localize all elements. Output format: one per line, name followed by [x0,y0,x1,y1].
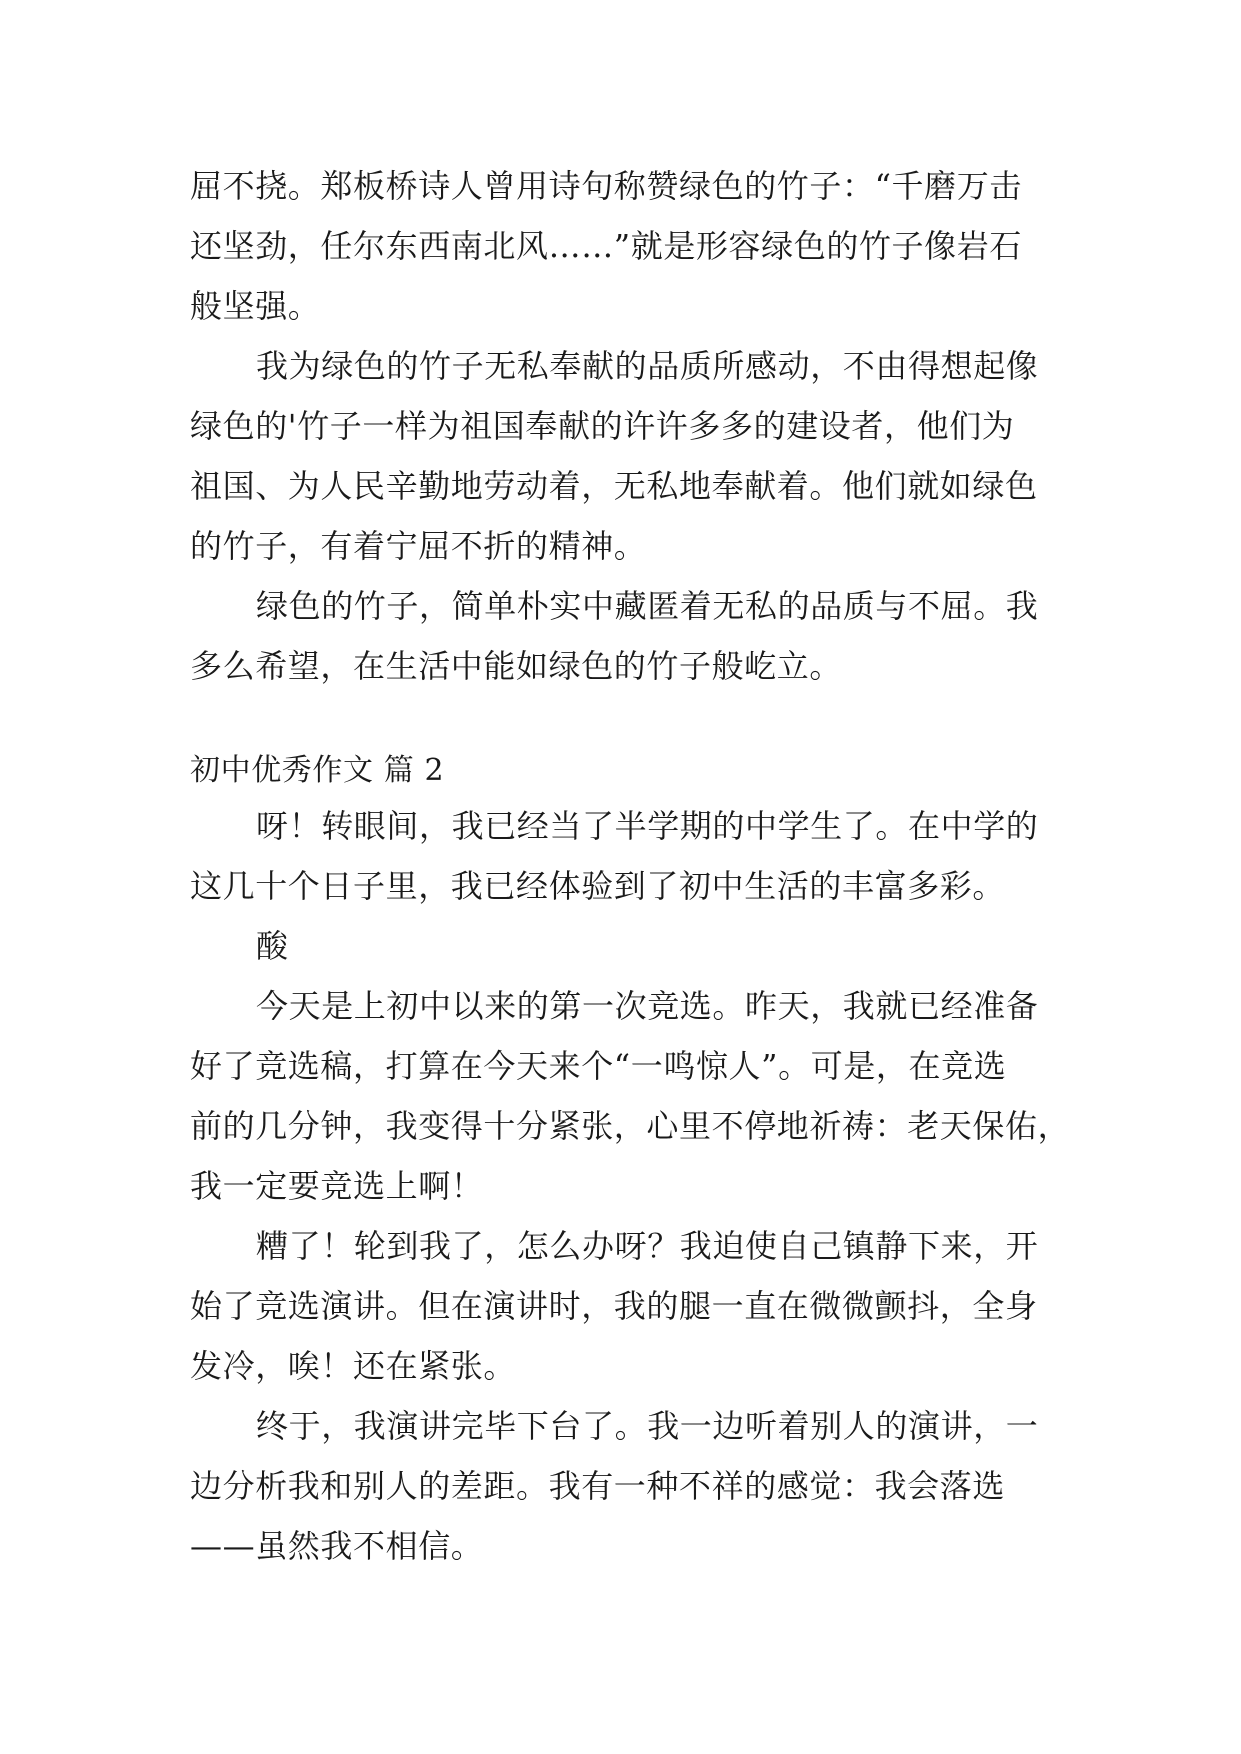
paragraph-line: 我一定要竞选上啊！ [190,1167,484,1205]
paragraph-line: 多么希望，在生活中能如绿色的竹子般屹立。 [190,647,843,685]
section-heading: 初中优秀作文 篇 2 [190,753,445,788]
paragraph-line: 好了竞选稿，打算在今天来个“一鸣惊人”。可是，在竞选 [190,1047,1007,1085]
paragraph-line: 还坚劲，任尔东西南北风……”就是形容绿色的竹子像岩石 [190,227,1022,265]
paragraph-line: 这几十个日子里，我已经体验到了初中生活的丰富多彩。 [190,867,1006,905]
paragraph-line: 的竹子，有着宁屈不折的精神。 [190,527,647,565]
paragraph-line: ——虽然我不相信。 [190,1527,484,1565]
paragraph-line: 今天是上初中以来的第一次竞选。昨天，我就已经准备 [256,987,1039,1025]
paragraph-line: 终于，我演讲完毕下台了。我一边听着别人的演讲，一 [256,1407,1039,1445]
paragraph-line: 我为绿色的竹子无私奉献的品质所感动，不由得想起像 [256,347,1039,385]
paragraph-line: 发冷，唉！还在紧张。 [190,1347,517,1385]
paragraph-line: 祖国、为人民辛勤地劳动着，无私地奉献着。他们就如绿色 [190,467,1038,505]
paragraph-line: 绿色的'竹子一样为祖国奉献的许许多多的建设者，他们为 [190,407,1015,445]
paragraph-line: 边分析我和别人的差距。我有一种不祥的感觉：我会落选 [190,1467,1006,1505]
paragraph-line: 始了竞选演讲。但在演讲时，我的腿一直在微微颤抖，全身 [190,1287,1038,1325]
paragraph-line: 糟了！轮到我了，怎么办呀？我迫使自己镇静下来，开 [256,1227,1039,1265]
paragraph-line: 前的几分钟，我变得十分紧张，心里不停地祈祷：老天保佑， [190,1107,1071,1145]
paragraph-line: 屈不挠。郑板桥诗人曾用诗句称赞绿色的竹子：“千磨万击 [190,167,1022,205]
paragraph-line: 酸 [256,927,289,965]
paragraph-line: 呀！转眼间，我已经当了半学期的中学生了。在中学的 [256,807,1039,845]
paragraph-line: 绿色的竹子，简单朴实中藏匿着无私的品质与不屈。我 [256,587,1039,625]
paragraph-line: 般坚强。 [190,287,321,325]
